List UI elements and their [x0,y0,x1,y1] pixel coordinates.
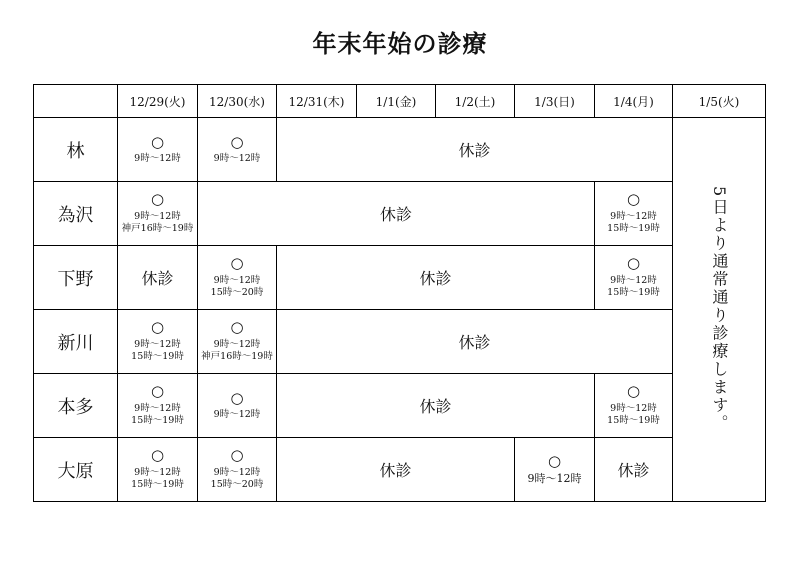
hours-text: 9時～12時 [610,402,657,414]
hours-text: 神戸16時～19時 [201,351,273,363]
open-mark: ○ [547,451,562,470]
open-mark: ○ [626,382,641,401]
hours-text: 9時～12時 [134,210,181,222]
doctor-name: 下野 [34,246,118,310]
hours-text: 15時～20時 [210,479,264,491]
header-corner [34,85,118,118]
date-header: 12/29(火) [118,85,198,118]
page-title: 年末年始の診療 [312,29,488,58]
closed-cell: 休診 [277,438,515,502]
doctor-name: 林 [34,118,118,182]
closed-cell: 休診 [118,246,198,310]
date-header: 1/1(金) [357,85,436,118]
doctor-row [34,438,766,502]
open-mark: ○ [150,446,165,465]
closed-cell: 休診 [277,246,595,310]
closed-cell: 休診 [277,118,673,182]
open-cell [198,246,277,310]
doctor-row [34,182,766,246]
date-header: 1/2(土) [436,85,515,118]
hours-text: 9時～12時 [134,338,181,350]
open-mark: ○ [150,318,165,337]
open-mark: ○ [626,190,641,209]
schedule-table [33,84,766,502]
open-mark: ○ [150,132,165,151]
open-mark: ○ [230,254,244,273]
date-header: 1/3(日) [515,85,595,118]
hours-text: 9時～12時 [213,466,261,478]
open-cell [595,374,673,438]
open-cell [118,182,198,246]
open-cell [515,438,595,502]
header-row [34,85,766,118]
date-header: 1/5(火) [673,85,766,118]
closed-cell: 休診 [198,182,595,246]
doctor-row [34,374,766,438]
hours-text: 9時～12時 [213,153,261,165]
date-header: 1/4(月) [595,85,673,118]
hours-text: 15時～19時 [607,287,660,299]
hours-text: 神戸16時～19時 [121,223,194,235]
resume-note: 5日より通常通り診療します。 [710,186,729,433]
hours-text: 9時～12時 [610,274,657,286]
hours-text: 15時～19時 [607,223,660,235]
open-cell [595,182,673,246]
doctor-name: 大原 [34,438,118,502]
doctor-row [34,246,766,310]
date-header: 12/30(水) [198,85,277,118]
hours-text: 15時～19時 [131,479,184,491]
hours-text: 9時～12時 [610,210,657,222]
hours-text: 15時～19時 [131,415,184,427]
open-cell [118,438,198,502]
open-cell [595,246,673,310]
open-cell [198,374,277,438]
hours-text: 9時～12時 [134,153,181,165]
open-cell [198,310,277,374]
hours-text: 9時～12時 [134,402,181,414]
open-mark: ○ [626,254,641,273]
open-cell [118,374,198,438]
closed-cell: 休診 [595,438,673,502]
hours-text: 9時～12時 [213,409,261,421]
open-mark: ○ [230,388,244,407]
hours-text: 9時～12時 [213,338,261,350]
date-header: 12/31(木) [277,85,357,118]
open-cell [198,438,277,502]
note-cell [673,118,766,502]
open-cell [198,118,277,182]
closed-cell: 休診 [277,374,595,438]
closed-cell: 休診 [277,310,673,374]
open-mark: ○ [230,446,244,465]
doctor-row [34,118,766,182]
open-cell [118,310,198,374]
hours-text: 9時～12時 [213,274,261,286]
hours-text: 15時～20時 [210,287,264,299]
hours-text: 9時～12時 [527,472,582,486]
open-mark: ○ [230,318,244,337]
doctor-name: 為沢 [34,182,118,246]
hours-text: 15時～19時 [131,351,184,363]
hours-text: 15時～19時 [607,415,660,427]
doctor-name: 本多 [34,374,118,438]
hours-text: 9時～12時 [134,466,181,478]
open-cell [118,118,198,182]
doctor-row [34,310,766,374]
open-mark: ○ [150,382,165,401]
open-mark: ○ [230,132,244,151]
open-mark: ○ [150,190,165,209]
doctor-name: 新川 [34,310,118,374]
